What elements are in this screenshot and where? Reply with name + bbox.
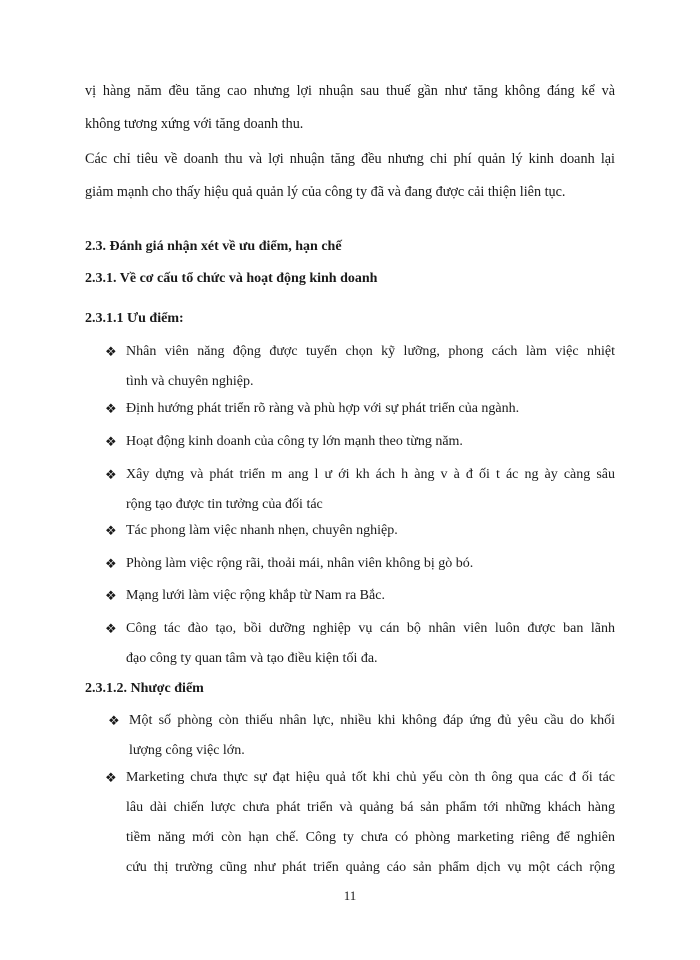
list-item-line: Hoạt động kinh doanh của công ty lớn mạnh theo từng năm. xyxy=(126,434,463,449)
heading-2-3: 2.3. Đánh giá nhận xét về ưu điểm, hạn chế xyxy=(85,239,342,254)
diamond-bullet-icon: ❖ xyxy=(105,588,117,603)
diamond-bullet-icon: ❖ xyxy=(105,434,117,449)
list-item-advantage xyxy=(105,427,615,457)
list-item-line: Công tác đào tạo, bồi dưỡng nghiệp vụ cán bộ nhân viên luôn được ban lãnh xyxy=(126,621,615,636)
paragraph-line: không tương xứng với tăng doanh thu. xyxy=(85,116,304,132)
list-item-line: tiềm năng mới còn hạn chế. Công ty chưa có phòng marketing riêng để nghiên xyxy=(126,830,615,845)
list-item-advantage xyxy=(105,614,615,674)
diamond-bullet-icon: ❖ xyxy=(105,523,117,538)
list-item-line: Nhân viên năng động được tuyển chọn kỹ lưỡng, phong cách làm việc nhiệt xyxy=(126,344,615,359)
list-item-line: Định hướng phát triển rõ ràng và phù hợp với sự phát triển của ngành. xyxy=(126,401,520,416)
list-item-advantage xyxy=(105,516,615,546)
diamond-bullet-icon: ❖ xyxy=(105,621,117,636)
list-item-advantage xyxy=(105,581,615,611)
list-item-disadvantage xyxy=(108,706,615,766)
list-item-line: lâu dài chiến lược chưa phát triển và quảng bá sản phẩm tới những khách hàng xyxy=(126,800,615,815)
list-item-advantage xyxy=(105,460,615,520)
paragraph-line: Các chỉ tiêu về doanh thu và lợi nhuận tăng đều nhưng chi phí quản lý kinh doanh lại xyxy=(85,151,615,167)
list-item-line: cứu thị trường cũng như phát triển quảng cáo sản phẩm dịch vụ một cách rộng xyxy=(126,860,615,875)
list-item-line: đạo công ty quan tâm và tạo điều kiện tối đa. xyxy=(126,651,378,666)
paragraph-line: vị hàng năm đều tăng cao nhưng lợi nhuận sau thuế gần như tăng không đáng kể và xyxy=(85,83,615,99)
list-item-line: Marketing chưa thực sự đạt hiệu quả tốt khi chủ yếu còn th ông qua các đ ối tác xyxy=(126,770,615,785)
diamond-bullet-icon: ❖ xyxy=(105,770,117,785)
paragraph-management-efficiency xyxy=(85,143,615,209)
paragraph-line: giảm mạnh cho thấy hiệu quả quản lý của công ty đã và đang được cải thiện liên tục. xyxy=(85,184,566,200)
list-item-line: rộng tạo được tin tưởng của đối tác xyxy=(126,497,323,512)
list-item-line: lượng công việc lớn. xyxy=(129,743,245,758)
list-item-disadvantage xyxy=(105,763,615,883)
heading-2-3-1: 2.3.1. Về cơ cấu tổ chức và hoạt động kinh doanh xyxy=(85,271,378,286)
heading-2-3-1-2: 2.3.1.2. Nhược điểm xyxy=(85,681,204,696)
diamond-bullet-icon: ❖ xyxy=(105,467,117,482)
heading-2-3-1-1: 2.3.1.1 Ưu điểm: xyxy=(85,311,184,326)
list-item-line: tình và chuyên nghiệp. xyxy=(126,374,254,389)
paragraph-revenue-profit xyxy=(85,75,615,141)
diamond-bullet-icon: ❖ xyxy=(105,401,117,416)
list-item-advantage xyxy=(105,394,615,424)
page-number: 11 xyxy=(343,888,357,903)
list-item-line: Xây dựng và phát triển m ang l ư ới kh ách h àng v à đ ối t ác ng ày càng sâu xyxy=(126,467,615,482)
diamond-bullet-icon: ❖ xyxy=(105,344,117,359)
diamond-bullet-icon: ❖ xyxy=(108,713,120,728)
list-item-line: Một số phòng còn thiếu nhân lực, nhiều khi không đáp ứng đủ yêu cầu do khối xyxy=(129,713,615,728)
list-item-advantage xyxy=(105,337,615,397)
list-item-line: Phòng làm việc rộng rãi, thoải mái, nhân viên không bị gò bó. xyxy=(126,556,474,571)
list-item-line: Mạng lưới làm việc rộng khắp từ Nam ra Bắc. xyxy=(126,588,385,603)
list-item-advantage xyxy=(105,549,615,579)
diamond-bullet-icon: ❖ xyxy=(105,556,117,571)
list-item-line: Tác phong làm việc nhanh nhẹn, chuyên nghiệp. xyxy=(126,523,398,538)
